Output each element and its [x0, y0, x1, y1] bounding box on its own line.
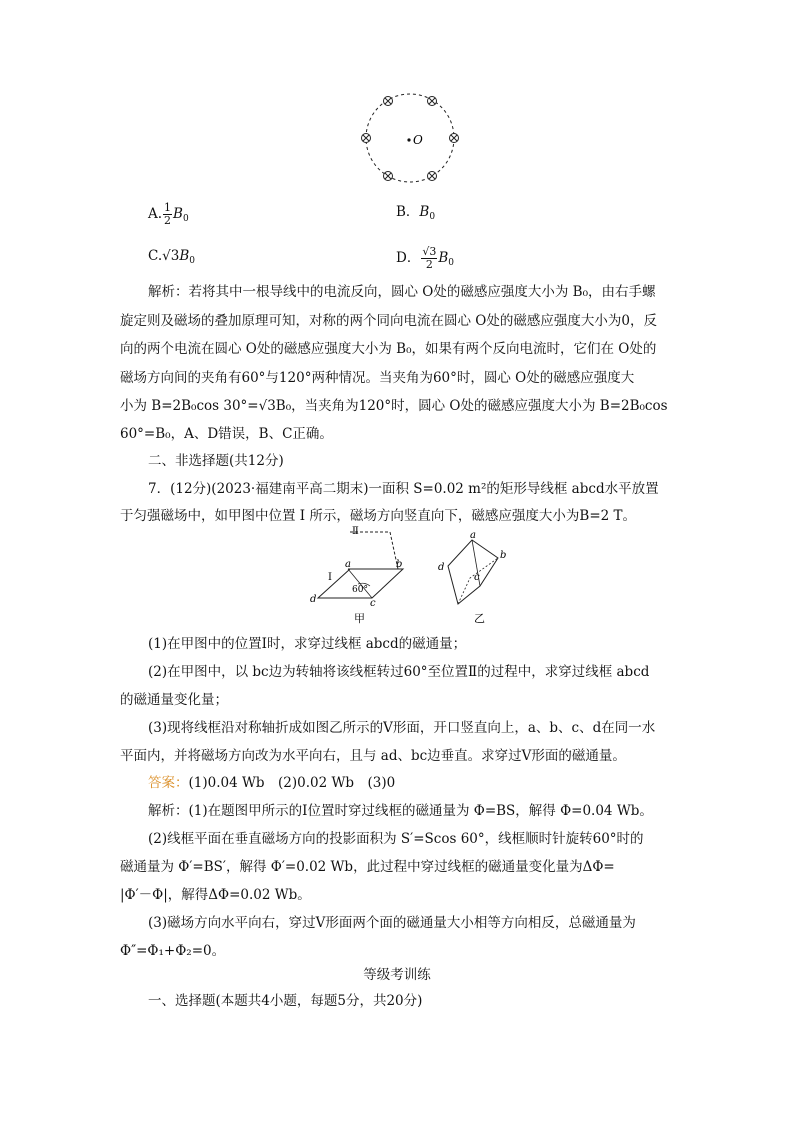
wire-top-left [384, 97, 393, 106]
frame-position-II [348, 532, 398, 569]
q7-part-2: (2)在甲图中，以 bc边为转轴将该线框转过60°至位置Ⅱ的过程中，求穿过线框 abcd [148, 664, 650, 680]
label-d-jia: d [310, 594, 317, 605]
label-II: Ⅱ [352, 526, 359, 537]
option-d: D． $\frac{√3}{2}$ $B_0$ [396, 245, 454, 271]
wire-left [362, 134, 371, 143]
analysis-q6-line-6: 60°=B₀，A、D错误，B、C正确。 [120, 426, 333, 442]
q7-part-3: (3)现将线框沿对称轴折成如图乙所示的Ⅴ形面，开口竖直向上，a、b、c、d在同一水 [148, 720, 656, 736]
q7-part-1: (1)在甲图中的位置Ⅰ时，求穿过线框 abcd的磁通量； [148, 636, 467, 652]
label-a-jia: a [345, 559, 351, 570]
center-dot [407, 138, 410, 141]
section-grade-title: 等级考训练 [363, 967, 431, 983]
label-b-jia: b [396, 559, 403, 570]
wire-right [450, 134, 459, 143]
caption-yi: 乙 [474, 612, 485, 625]
circle-wires-figure [355, 88, 467, 188]
analysis-q7-line-6: Φ″=Φ₁+Φ₂=0。 [120, 943, 226, 959]
section-3-title: 一、选择题(本题共4小题，每题5分，共20分) [148, 993, 423, 1009]
q7-stem-line-1: 7．(12分)(2023·福建南平高二期末)一面积 S=0.02 m²的矩形导线框 abcd水平放置 [148, 481, 659, 497]
option-c: $C.√3B_0$ [148, 248, 195, 266]
analysis-q6-line-2: 旋定则及磁场的叠加原理可知，对称的两个同向电流在圆心 O处的磁感应强度大小为0，反 [120, 313, 657, 329]
analysis-q7-line-5: (3)磁场方向水平向右，穿过Ⅴ形面两个面的磁通量大小相等方向相反，总磁通量为 [148, 915, 636, 931]
answer-line [148, 773, 708, 793]
answer-label: 答案： [148, 775, 189, 791]
caption-jia: 甲 [354, 612, 365, 625]
analysis-q6-line-3: 向的两个电流在圆心 O处的磁感应强度大小为 B₀，如果有两个反向电流时，它们在 O处的 [120, 341, 657, 357]
analysis-q6-line-4: 磁场方向间的夹角有60°与120°两种情况。当夹角为60°时，圆心 O处的磁感应强度大 [120, 370, 635, 386]
label-d-yi: d [438, 562, 445, 573]
analysis-q7-line-4: |Φ′－Φ|，解得ΔΦ=0.02 Wb。 [120, 887, 311, 903]
label-a-yi: a [470, 530, 476, 541]
q7-part-3-cont: 平面内，并将磁场方向改为水平向右，且与 ad、bc边垂直。求穿过Ⅴ形面的磁通量。 [120, 748, 626, 764]
analysis-q7-line-3: 磁通量为 Φ′=BS′，解得 Φ′=0.02 Wb，此过程中穿过线框的磁通量变化量为ΔΦ= [120, 859, 615, 875]
q7-part-2-cont: 的磁通量变化量； [120, 692, 228, 708]
label-I: Ⅰ [328, 572, 332, 583]
analysis-q6-line-5: 小为 B=2B₀cos 30°=√3B₀，当夹角为120°时，圆心 O处的磁感应强度大小为 B=2B₀cos [120, 398, 668, 414]
label-angle: 60° [352, 585, 368, 595]
analysis-q6-line-1: 解析：若将其中一根导线中的电流反向，圆心 O处的磁感应强度大小为 B₀，由右手螺 [148, 284, 656, 300]
option-b: B．$B_0$ [396, 204, 436, 222]
q7-stem-line-2: 于匀强磁场中，如甲图中位置 Ⅰ 所示，磁场方向竖直向下，磁感应强度大小为B=2 T。 [120, 508, 637, 524]
analysis-q7-line-2: (2)线框平面在垂直磁场方向的投影面积为 S′=Scos 60°，线框顺时针旋转60°时的 [148, 831, 644, 847]
answer-text: (1)0.04 Wb (2)0.02 Wb (3)0 [188, 775, 396, 791]
label-b-yi: b [500, 550, 507, 561]
wire-bottom-right [428, 172, 437, 181]
dashed-circle [366, 94, 454, 182]
wire-bottom-left [384, 172, 393, 181]
option-a: A. $\frac{1}{2}$ $B_0$ [148, 201, 189, 227]
label-c-jia: c [370, 598, 376, 609]
center-label: O [413, 133, 423, 147]
wire-top-right [428, 97, 437, 106]
analysis-q7-line-1: 解析：(1)在题图甲所示的Ⅰ位置时穿过线框的磁通量为 Φ=BS，解得 Φ=0.04 Wb。 [148, 803, 653, 819]
v-shape-front [448, 540, 498, 604]
q7-figure [300, 526, 520, 632]
section-2-title: 二、非选择题(共12分) [148, 453, 284, 469]
label-c-yi: c [474, 572, 480, 583]
